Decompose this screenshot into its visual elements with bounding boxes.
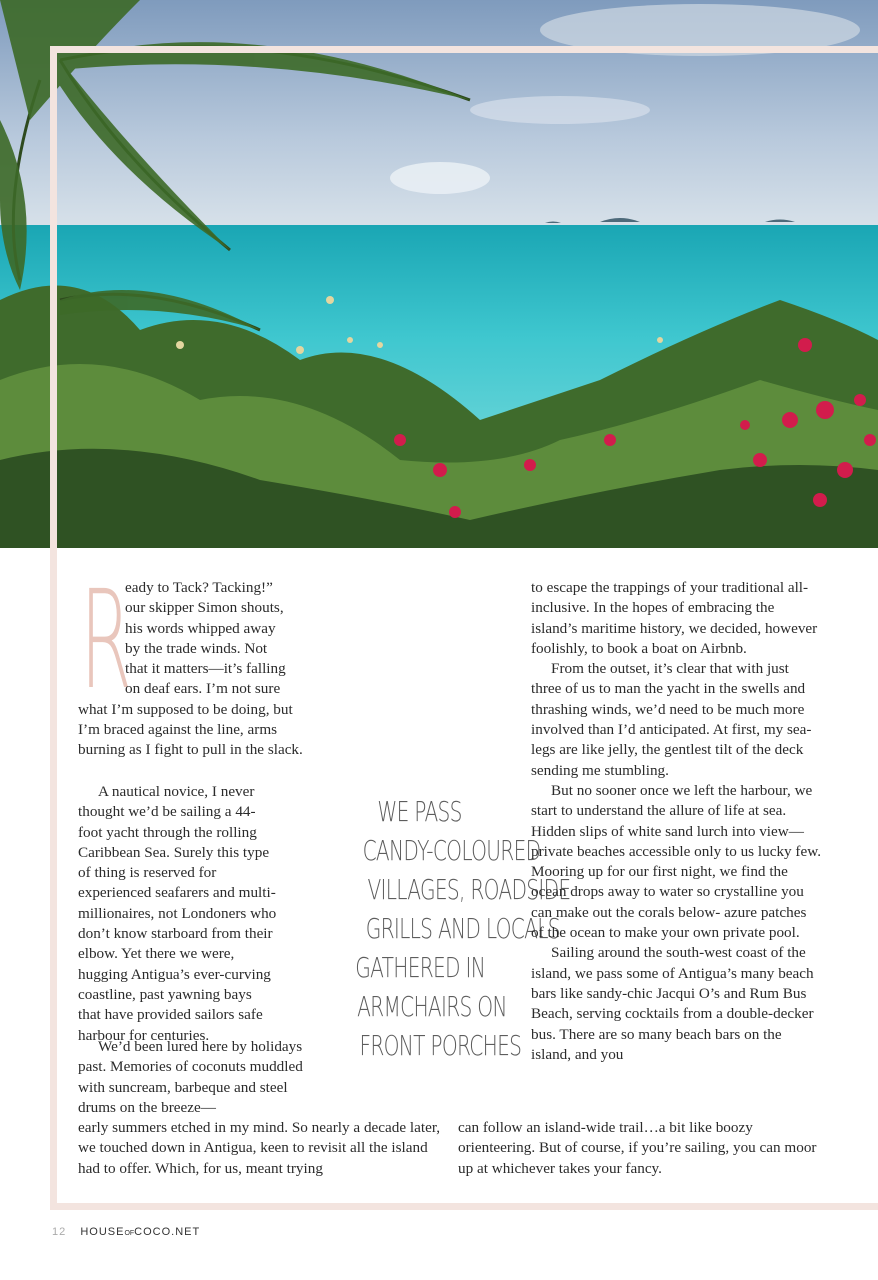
site-name-part: COCO.NET <box>134 1226 201 1238</box>
paragraph-text: to escape the trappings of your traditional all-inclusive. In the hopes of embracing the island’s maritime history, we decided, however foolishly, to book a boat on Airbnb. <box>531 579 818 657</box>
pull-quote-line: GRILLS AND LOCALS <box>365 912 560 945</box>
page-number: 12 <box>52 1226 67 1238</box>
pull-quote <box>328 792 571 1065</box>
lead-line: by the trade winds. Not <box>125 639 268 657</box>
pull-quote-line: WE PASS <box>377 795 463 828</box>
article-paragraph-right-end <box>458 1103 818 1194</box>
site-name-part: HOUSE <box>80 1226 125 1238</box>
page-frame-top <box>50 46 878 53</box>
paragraph-text: We’d been lured here by holidays past. Memories of coconuts muddled with suncream, barbeque and steel drums on the breeze— <box>78 1038 303 1117</box>
article-paragraph-2 <box>78 782 278 1046</box>
paragraph-text: Sailing around the south-west coast of the island, we pass some of Antigua’s many beach bars like sandy-chic Jacqui O’s and Rum Bus Beach, serving cocktails from a double-decker bus. There are so many beach bars on the island, and you <box>531 944 814 1063</box>
page-footer <box>52 1226 200 1238</box>
lead-line: eady to Tack? Tacking!” <box>125 579 273 596</box>
pull-quote-line: GATHERED IN <box>355 951 485 984</box>
article-paragraph-1 <box>78 578 318 761</box>
lead-line: our skipper Simon shouts, <box>125 599 284 617</box>
lead-line: his words whipped away <box>125 619 276 637</box>
paragraph-text: what I’m supposed to be doing, but I’m braced against the line, arms burning as I fight to pull in the slack. <box>78 700 303 759</box>
site-name-part: OF <box>124 1230 135 1237</box>
paragraph-lead-lines <box>125 578 318 700</box>
hero-photo <box>0 0 878 548</box>
lead-line: that it matters—it’s falling <box>125 660 286 678</box>
page-frame-left <box>50 46 57 1210</box>
pull-quote-line: ARMCHAIRS ON <box>357 990 507 1023</box>
page-frame-bottom <box>50 1203 878 1210</box>
paragraph-text: From the outset, it’s clear that with just three of us to man the yacht in the swells and thrashing winds, we’d need to be much more involved than I’d anticipated. At first, my sea-legs are like jelly, the gentlest tilt of the deck sending me stumbling. <box>531 660 812 779</box>
paragraph-text: can follow an island-wide trail…a bit like boozy orienteering. But of course, if you’re sailing, you can moor up at whichever takes your fancy. <box>458 1119 817 1177</box>
lead-line: on deaf ears. I’m not sure <box>125 680 281 698</box>
paragraph-text: But no sooner once we left the harbour, we start to understand the allure of life at sea. Hidden slips of white sand lurch into view—private beaches accessible only to us lucky few. Mooring up for our first night, we find the ocean drops away to water so crystalline you can make out the corals below- azure patches of the ocean to make your own private pool. <box>531 781 822 942</box>
hero-illustration <box>0 0 878 548</box>
paragraph-text: early summers etched in my mind. So nearly a decade later, we touched down in Antigua, keen to revisit all the island had to offer. Which, for us, meant trying <box>78 1119 441 1177</box>
pull-quote-line: CANDY-COLOURED <box>362 834 541 867</box>
article-right-column <box>531 578 821 1065</box>
pull-quote-line: VILLAGES, ROADSIDE <box>367 873 571 906</box>
pull-quote-line: FRONT PORCHES <box>359 1029 522 1062</box>
article-paragraph-3-end <box>78 1103 448 1194</box>
paragraph-text: A nautical novice, I never thought we’d be sailing a 44-foot yacht through the rolling Caribbean Sea. Surely this type of thing is reserved for experienced seafarers and multi-millionaires, not Londoners who don’t know starboard from their elbow. Yet there we were, hugging Antigua’s ever-curving coastline, past yawning bays that have provided sailors safe harbour for centuries. <box>78 783 277 1044</box>
drop-cap: R <box>80 562 132 720</box>
site-name <box>80 1226 200 1238</box>
